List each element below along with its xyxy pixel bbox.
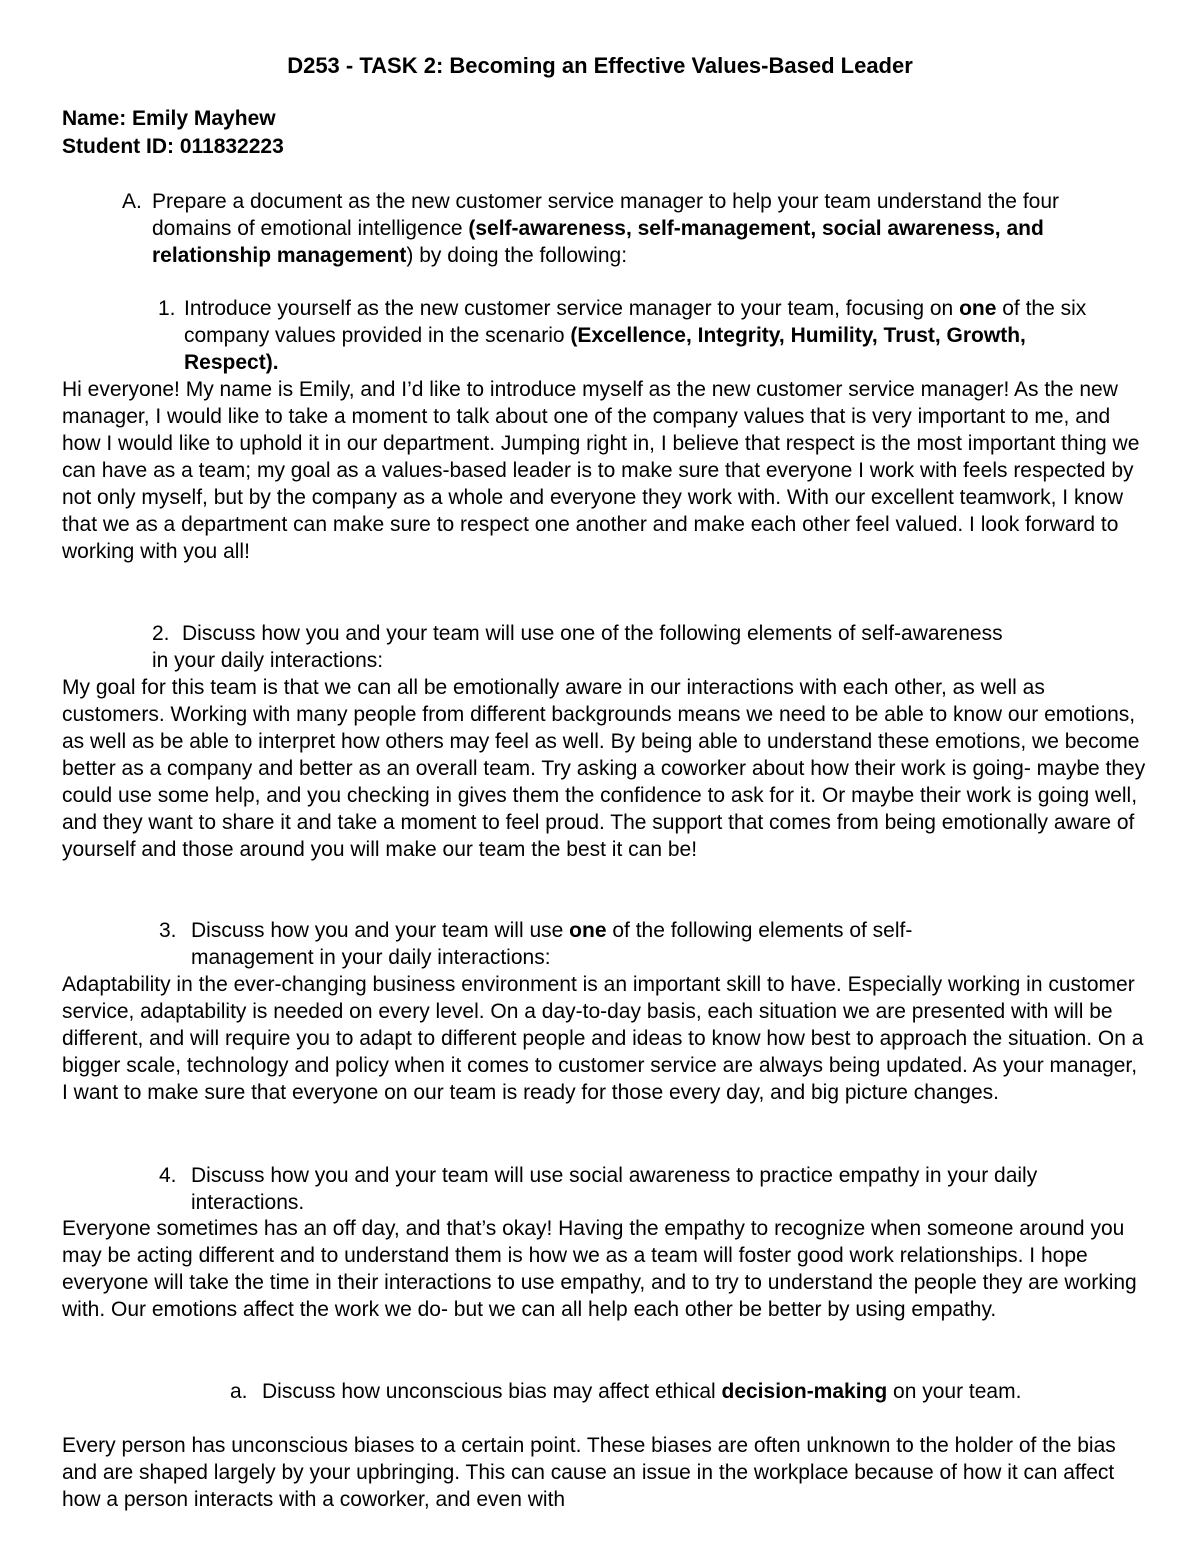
item-1-answer: Hi everyone! My name is Emily, and I’d like to introduce myself as the new customer service manager! As the new manager, I would like to take a moment to talk about one of the company values that is very important to me, and how I would like to uphold it in our department. Jumping right in, I believe that respect is the most important thing we can have as a team; my goal as a values-based leader is to make sure that everyone I work with feels respected by not only myself, but by the company as a whole and everyone they work with. With our excellent teamwork, I know that we as a department can make sure to respect one another and make each other feel valued. I look forward to working with you all! [62,378,1140,563]
section-a-bold-1: (self-awareness, self-management, social awareness, and relationship management [152,217,1044,267]
item-4a-marker: a. [230,1380,248,1403]
section-a-prompt [122,188,1112,269]
item-1-bold-2: (Excellence, Integrity, Humility, Trust, Growth, Respect). [184,324,1026,374]
item-4-marker: 4. [159,1164,177,1187]
item-2-answer: My goal for this team is that we can all be emotionally aware in our interactions with each other, as well as customers. Working with many people from different backgrounds means we need to be able to know our emotions, as well as be able to interpret how others may feel as well. By being able to understand these emotions, we become better as a company and better as an overall team. Try asking a coworker about how their work is going- maybe they could use some help, and you checking in gives them the confidence to ask for it. Or maybe their work is going well, and they want to share it and take a moment to feel proud. The support that comes from being emotionally aware of yourself and those around you will make our team the best it can be! [62,676,1146,861]
item-2-prompt [152,620,1022,674]
item-4a-bold-1: decision-making [721,1380,888,1403]
item-2-marker: 2. [152,622,170,645]
section-a-text-2: ) by doing the following: [406,244,628,267]
item-4a-text-2: on your team. [887,1380,1022,1403]
item-1-bold-1: one [959,297,997,320]
item-2-text-1: Discuss how you and your team will use one of the following elements of self-awareness in your daily interactions: [152,622,1003,672]
student-name: Name: Emily Mayhew [62,107,276,130]
item-3-bold-1: one [569,919,607,942]
item-4-text-1: Discuss how you and your team will use social awareness to practice empathy in your daily interactions. [191,1164,1038,1214]
document-title: D253 - TASK 2: Becoming an Effective Values-Based Leader [287,53,913,78]
section-a-marker: A. [122,190,142,213]
item-1-prompt [158,295,1114,376]
item-4a-text-1: Discuss how unconscious bias may affect ethical [262,1380,722,1403]
item-3-prompt [159,917,1031,971]
item-1-marker: 1. [158,297,176,320]
section-a-text-1: Prepare a document as the new customer service manager to help your team understand the four domains of emotional intelligence [152,190,1059,240]
item-1-text-2: of the six company values provided in the scenario [184,297,1087,347]
item-1-text-1: Introduce yourself as the new customer service manager to your team, focusing on [184,297,960,320]
item-3-marker: 3. [159,919,177,942]
item-4-answer: Everyone sometimes has an off day, and that’s okay! Having the empathy to recognize when someone around you may be acting different and to understand them is how we as a team will foster good work relationships. I hope everyone will take the time in their interactions to use empathy, and to try to understand the people they are working with. Our emotions affect the work we do- but we can all help each other be better by using empathy. [62,1217,1137,1321]
student-id: Student ID: 011832223 [62,135,284,158]
item-3-text-2: of the following elements of self-management in your daily interactions: [191,919,913,969]
item-3-answer: Adaptability in the ever-changing business environment is an important skill to have. Especially working in customer service, adaptability is needed on every level. On a day-to-day basis, each situation we are presented with will be different, and will require you to adapt to different people and ideas to know how best to approach the situation. On a bigger scale, technology and policy when it comes to customer service are always being updated. As your manager, I want to make sure that everyone on our team is ready for those every day, and big picture changes. [62,973,1144,1104]
item-4-prompt [159,1162,1111,1216]
item-3-text-1: Discuss how you and your team will use [191,919,570,942]
item-4a-answer: Every person has unconscious biases to a certain point. These biases are often unknown to the holder of the bias and are shaped largely by your upbringing. This can cause an issue in the workplace because of how it can affect how a person interacts with a coworker, and even with [62,1434,1116,1511]
item-4a-prompt [230,1378,1072,1405]
